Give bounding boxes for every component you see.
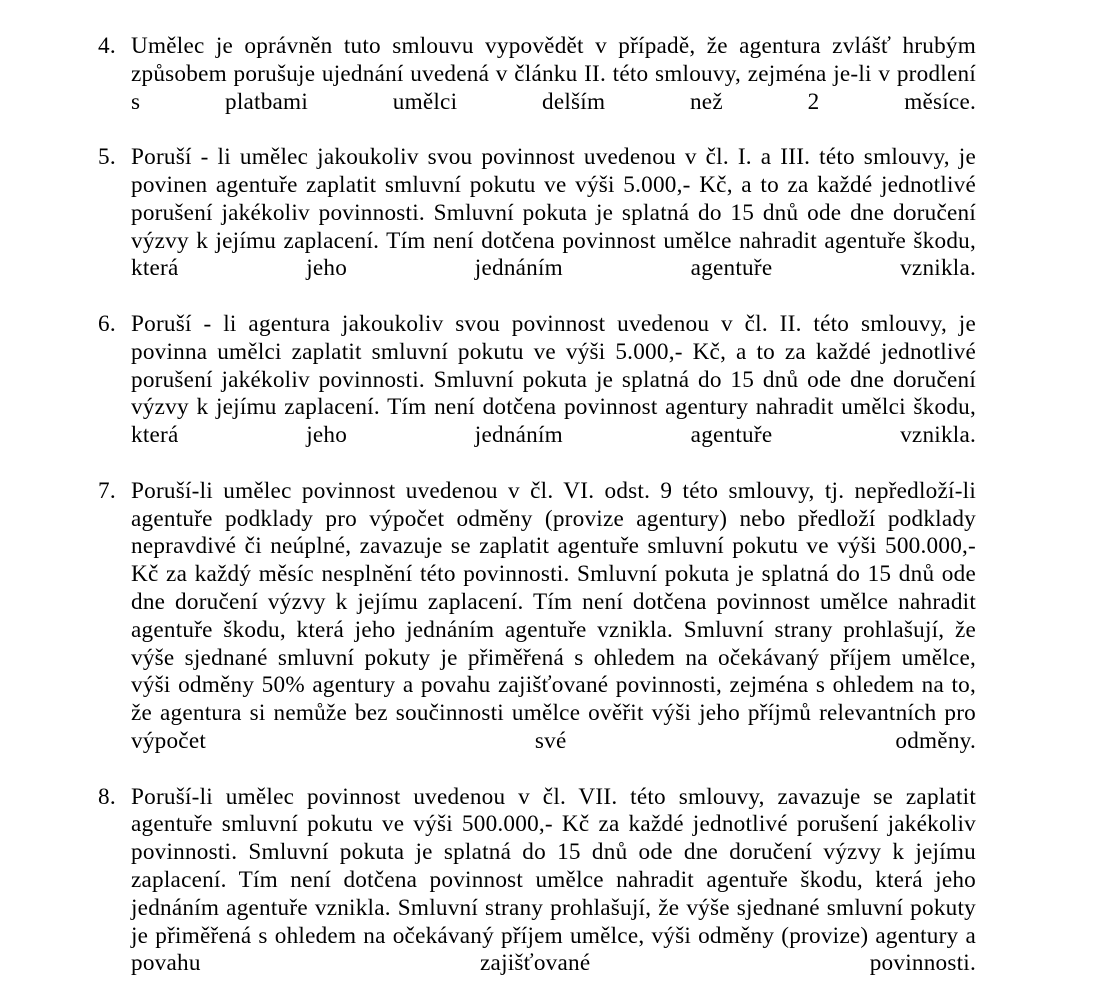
clause-paragraph-text: Poruší - li agentura jakoukoliv svou povinnost uvedenou v čl. II. této smlouvy, je povinna umělci zaplatit smluvní pokutu ve výši 5.000,- Kč, a to za každé jednotlivé porušení jakékoliv povinnosti. Smluvní pokuta je splatná do 15 dnů ode dne doručení výzvy k jejímu zaplacení. Tím není dotčena povinnost agentury nahradit umělci škodu, která jeho jednáním agentuře vznikla. [131, 310, 976, 449]
clause-number: 5. [98, 144, 116, 171]
contract-clause-list [98, 33, 976, 1006]
clause-number: 7. [98, 477, 116, 504]
clause-paragraph-text: Umělec je oprávněn tuto smlouvu vypovědět v případě, že agentura zvlášť hrubým způsobem porušuje ujednání uvedená v článku II. této smlouvy, zejména je-li v prodlení s platbami umělci delším než 2 měsíce. [131, 33, 976, 115]
clause-item [98, 33, 976, 144]
clause-item [98, 478, 976, 784]
clause-paragraph-text: Poruší - li umělec jakoukoliv svou povinnost uvedenou v čl. I. a III. této smlouvy, je povinen agentuře zaplatit smluvní pokutu ve výši 5.000,- Kč, a to za každé jednotlivé porušení jakékoliv povinnosti. Smluvní pokuta je splatná do 15 dnů ode dne doručení výzvy k jejímu zaplacení. Tím není dotčena povinnost umělce nahradit agentuře škodu, která jeho jednáním agentuře vznikla. [131, 144, 976, 282]
clause-paragraph-text: Poruší-li umělec povinnost uvedenou v čl. VII. této smlouvy, zavazuje se zaplatit agentuře smluvní pokutu ve výši 500.000,- Kč za každé jednotlivé porušení jakékoliv povinnosti. Smluvní pokuta je splatná do 15 dnů ode dne doručení výzvy k jejímu zaplacení. Tím není dotčena povinnost umělce nahradit agentuře škodu, která jeho jednáním agentuře vznikla. Smluvní strany prohlašují, že výše sjednané smluvní pokuty je přiměřená s ohledem na očekávaný příjem umělce, výši odměny (provize) agentury a povahu zajišťované povinnosti. [131, 783, 976, 977]
clause-item [98, 311, 976, 478]
clause-item [98, 784, 976, 1006]
clause-item [98, 144, 976, 311]
clause-number: 4. [98, 33, 116, 59]
clause-number: 8. [98, 783, 116, 810]
clause-number: 6. [98, 310, 116, 337]
clause-paragraph-text: Poruší-li umělec povinnost uvedenou v čl. VI. odst. 9 této smlouvy, tj. nepředloží-li agentuře podklady pro výpočet odměny (provize agentury) nebo předloží podklady nepravdivé či neúplné, zavazuje se zaplatit agentuře smluvní pokutu ve výši 500.000,- Kč za každý měsíc nesplnění této povinnosti. Smluvní pokuta je splatná do 15 dnů ode dne doručení výzvy k jejímu zaplacení. Tím není dotčena povinnost umělce nahradit agentuře škodu, která jeho jednáním agentuře vznikla. Smluvní strany prohlašují, že výše sjednané smluvní pokuty je přiměřená s ohledem na očekávaný příjem umělce, výši odměny 50% agentury a povahu zajišťované povinnosti, zejména s ohledem na to, že agentura si nemůže bez součinnosti umělce ověřit výši jeho příjmů relevantních pro výpočet své odměny. [131, 477, 976, 754]
